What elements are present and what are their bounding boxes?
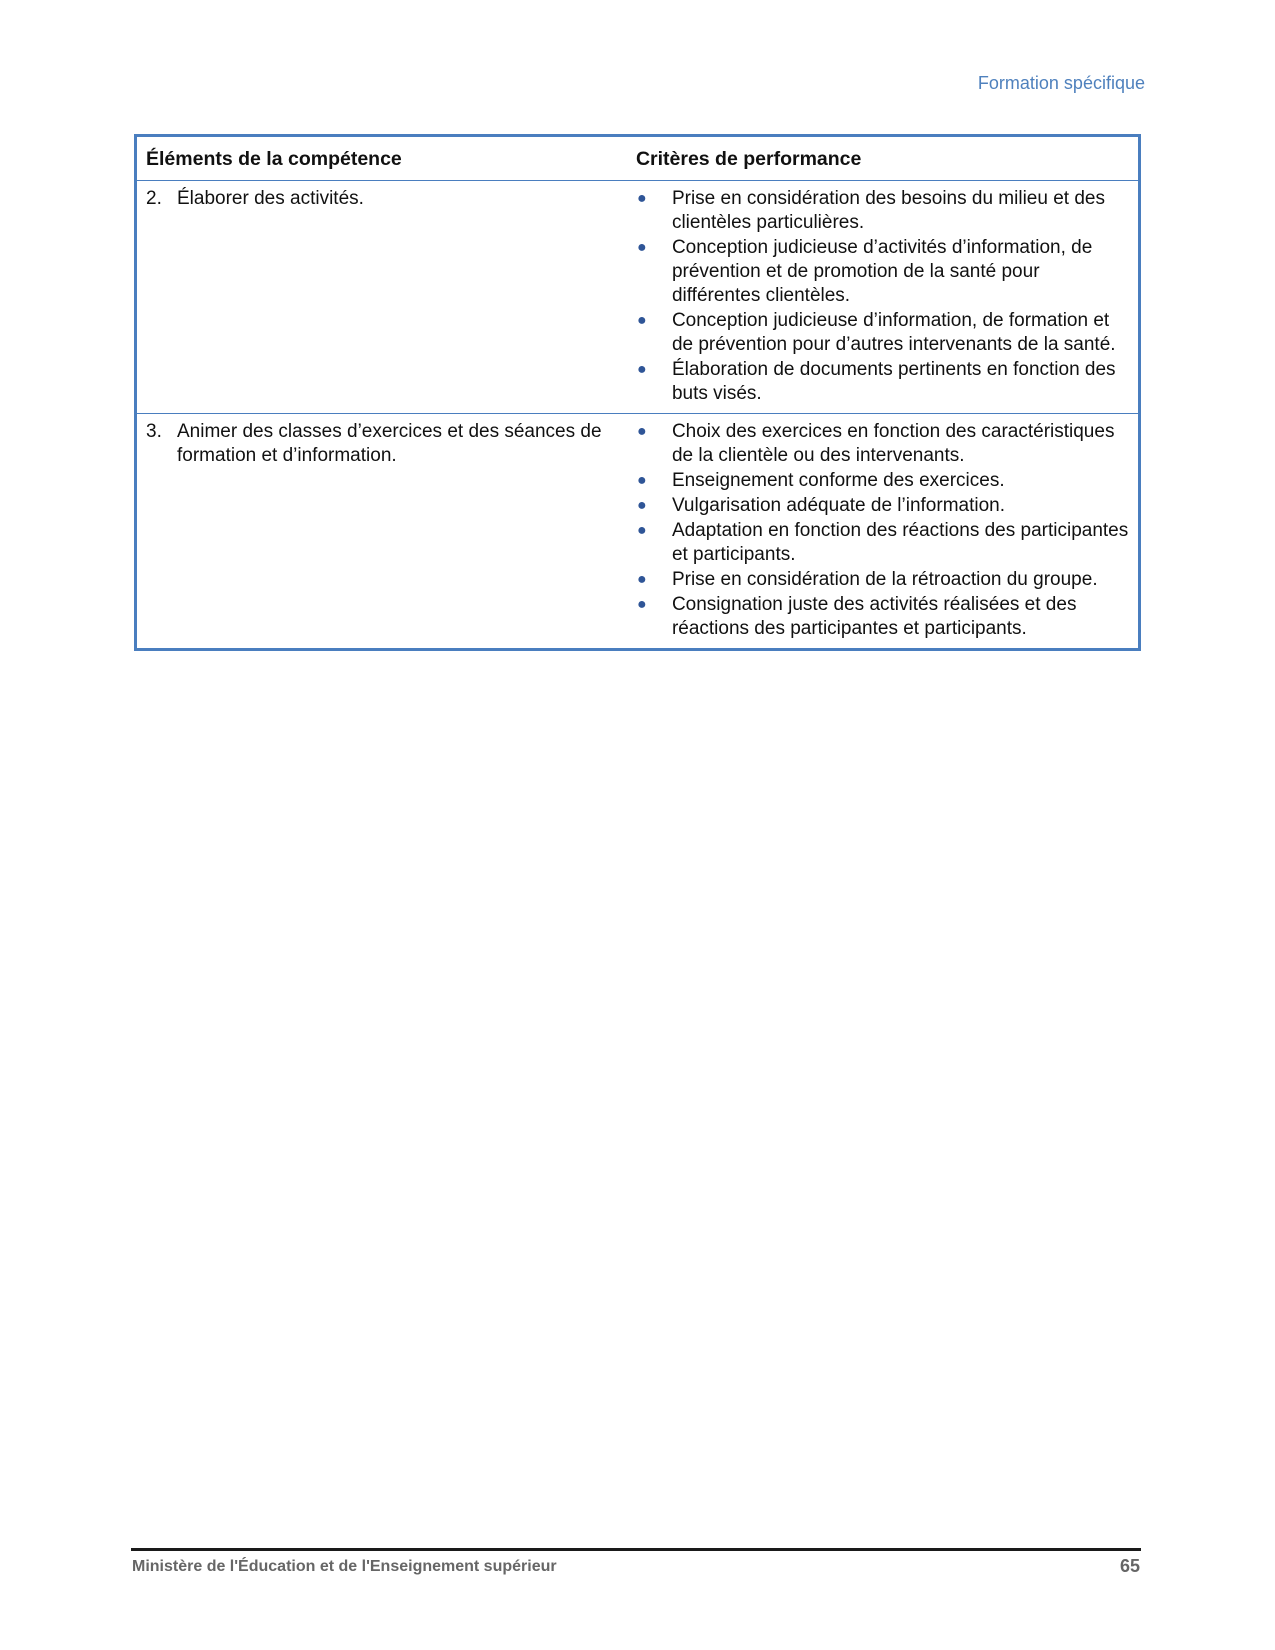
criteria-item [636,358,1129,406]
table-header-row [136,136,1140,181]
criteria-text: Choix des exercices en fonction des caractéristiques de la clientèle ou des intervenants. [671,421,1115,466]
bullet-icon: ● [636,497,647,514]
element-text: Animer des classes d’exercices et des séances de formation et d’information. [177,421,602,466]
criteria-list [636,187,1129,406]
criteria-item [636,593,1129,641]
criteria-text: Consignation juste des activités réalisées et des réactions des participantes et participants. [671,594,1077,639]
criteria-item [636,309,1129,357]
bullet-icon: ● [636,361,647,378]
criteria-text: Vulgarisation adéquate de l’information. [671,495,1006,516]
criteria-text: Prise en considération de la rétroaction du groupe. [671,569,1098,590]
table-row [136,181,1140,414]
element-item [146,187,618,211]
criteria-text: Conception judicieuse d’activités d’information, de prévention et de promotion de la santé pour différentes clientèles. [671,237,1093,306]
bullet-icon: ● [636,423,647,440]
element-text: Élaborer des activités. [177,188,364,209]
criteria-cell [627,181,1140,414]
criteria-list [636,420,1129,641]
bullet-icon: ● [636,571,647,588]
criteria-item [636,187,1129,235]
element-cell [136,181,627,414]
header-criteria: Critères de performance [627,136,1140,181]
element-cell [136,414,627,650]
criteria-text: Enseignement conforme des exercices. [671,470,1005,491]
criteria-item [636,568,1129,592]
bullet-icon: ● [636,596,647,613]
bullet-icon: ● [636,312,647,329]
element-number: 3. [146,421,162,442]
criteria-item [636,494,1129,518]
running-header: Formation spécifique [977,73,1145,93]
page-number: 65 [1119,1556,1140,1576]
criteria-item [636,420,1129,468]
bullet-icon: ● [636,472,647,489]
bullet-icon: ● [636,190,647,207]
bullet-icon: ● [636,239,647,256]
criteria-item [636,236,1129,308]
footer-divider [131,1548,1141,1551]
competence-table [134,134,1141,651]
criteria-item [636,519,1129,567]
criteria-text: Adaptation en fonction des réactions des participantes et participants. [671,520,1129,565]
element-number: 2. [146,188,162,209]
criteria-item [636,469,1129,493]
criteria-text: Prise en considération des besoins du milieu et des clientèles particulières. [671,188,1105,233]
criteria-cell [627,414,1140,650]
criteria-text: Élaboration de documents pertinents en fonction des buts visés. [671,359,1116,404]
bullet-icon: ● [636,522,647,539]
table-row [136,414,1140,650]
criteria-text: Conception judicieuse d’information, de formation et de prévention pour d’autres intervenants de la santé. [671,310,1116,355]
header-elements: Éléments de la compétence [136,136,627,181]
element-item [146,420,618,468]
footer-organization: Ministère de l'Éducation et de l'Enseignement supérieur [132,1558,557,1575]
